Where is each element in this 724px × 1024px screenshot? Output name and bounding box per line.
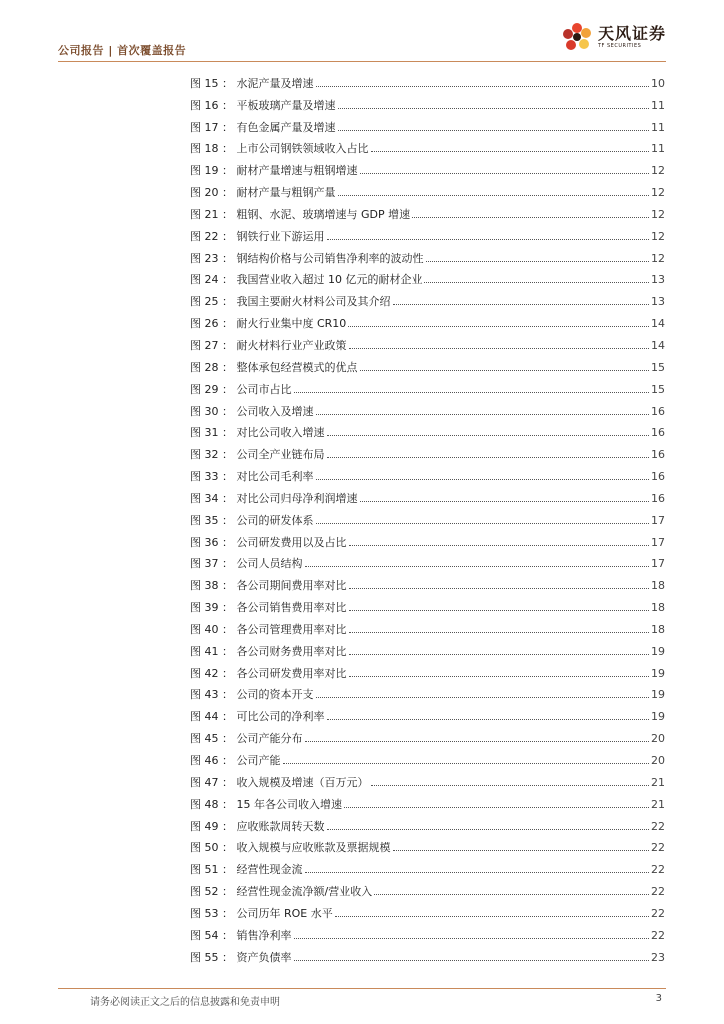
- toc-entry-page: 17: [651, 513, 665, 527]
- toc-leader-dots: [349, 347, 650, 349]
- company-logo: [560, 20, 666, 54]
- toc-entry[interactable]: [190, 374, 665, 396]
- toc-entry[interactable]: [190, 112, 665, 134]
- toc-entry-page: 11: [651, 98, 665, 112]
- toc-leader-dots: [338, 107, 650, 109]
- toc-entry[interactable]: [190, 898, 665, 920]
- toc-entry-title: 图 31 ： 对比公司收入增速: [190, 426, 325, 440]
- toc-entry-page: 17: [651, 557, 665, 571]
- toc-entry-title: 图 52 ： 经营性现金流净额/营业收入: [190, 885, 373, 899]
- toc-entry-title: 图 43 ： 公司的资本开支: [190, 688, 314, 702]
- toc-entry-title: 图 38 ： 各公司期间费用率对比: [190, 579, 347, 593]
- toc-leader-dots: [327, 828, 650, 830]
- toc-entry-title: 图 40 ： 各公司管理费用率对比: [190, 622, 347, 636]
- toc-entry-page: 12: [651, 164, 665, 178]
- toc-entry-page: 19: [651, 688, 665, 702]
- toc-entry-title: 图 49 ： 应收账款周转天数: [190, 819, 325, 833]
- toc-entry-page: 15: [651, 360, 665, 374]
- toc-entry-page: 19: [651, 666, 665, 680]
- toc-leader-dots: [393, 849, 650, 851]
- toc-entry[interactable]: [190, 701, 665, 723]
- toc-entry[interactable]: [190, 527, 665, 549]
- toc-entry[interactable]: [190, 680, 665, 702]
- toc-entry[interactable]: [190, 505, 665, 527]
- toc-entry-title: 图 39 ： 各公司销售费用率对比: [190, 601, 347, 615]
- toc-entry-title: 图 25 ： 我国主要耐火材料公司及其介绍: [190, 295, 391, 309]
- toc-entry-title: 图 37 ： 公司人员结构: [190, 557, 303, 571]
- toc-entry-page: 20: [651, 754, 665, 767]
- toc-entry-page: 12: [651, 186, 665, 200]
- logo-chinese-name: 天风证券: [597, 23, 666, 43]
- toc-entry[interactable]: [190, 265, 665, 287]
- toc-entry-title: 图 24 ： 我国营业收入超过 10 亿元的耐材企业: [190, 273, 423, 287]
- toc-leader-dots: [374, 893, 649, 895]
- toc-leader-dots: [305, 740, 650, 742]
- toc-leader-dots: [305, 871, 650, 873]
- toc-entry-title: 图 48 ： 15 年各公司收入增速: [190, 797, 342, 811]
- toc-leader-dots: [426, 260, 650, 262]
- toc-entry-title: 图 50 ： 收入规模与应收账款及票据规模: [190, 841, 391, 855]
- toc-entry[interactable]: [190, 723, 665, 745]
- toc-entry-title: 图 46 ： 公司产能: [190, 754, 281, 767]
- toc-entry[interactable]: [190, 90, 665, 112]
- toc-leader-dots: [371, 784, 650, 786]
- toc-entry[interactable]: [190, 942, 665, 964]
- toc-leader-dots: [349, 587, 650, 589]
- toc-entry-page: 18: [651, 622, 665, 636]
- toc-entry-title: 图 27 ： 耐火材料行业产业政策: [190, 338, 347, 352]
- toc-leader-dots: [424, 281, 649, 283]
- toc-entry[interactable]: [190, 199, 665, 221]
- toc-leader-dots: [335, 915, 649, 917]
- toc-entry[interactable]: [190, 876, 665, 898]
- toc-leader-dots: [338, 194, 650, 196]
- toc-entry-page: 14: [651, 338, 665, 352]
- toc-entry[interactable]: [190, 658, 665, 680]
- toc-leader-dots: [316, 522, 650, 524]
- toc-entry[interactable]: [190, 439, 665, 461]
- toc-entry-page: 16: [651, 448, 665, 462]
- toc-entry-title: 图 42 ： 各公司研发费用率对比: [190, 666, 347, 680]
- toc-entry-page: 18: [651, 579, 665, 593]
- toc-entry-page: 13: [651, 295, 665, 309]
- toc-entry-title: 图 19 ： 耐材产量增速与粗钢增速: [190, 164, 358, 178]
- toc-leader-dots: [338, 129, 650, 131]
- toc-entry-page: 21: [651, 797, 665, 811]
- toc-entry-title: 图 17 ： 有色金属产量及增速: [190, 120, 336, 134]
- toc-entry[interactable]: [190, 330, 665, 352]
- toc-entry-page: 12: [651, 207, 665, 221]
- toc-entry[interactable]: [190, 483, 665, 505]
- toc-entry-page: 16: [651, 491, 665, 505]
- logo-english-name: TF SECURITIES: [597, 42, 642, 49]
- figure-list: [190, 68, 665, 964]
- flower-logo-icon: [560, 20, 594, 54]
- toc-entry-title: 图 30 ： 公司收入及增速: [190, 404, 314, 418]
- toc-entry[interactable]: [190, 570, 665, 592]
- header-divider: [58, 61, 666, 62]
- toc-entry-title: 图 21 ： 粗钢、水泥、玻璃增速与 GDP 增速: [190, 207, 411, 221]
- toc-leader-dots: [348, 325, 649, 327]
- toc-leader-dots: [349, 631, 650, 633]
- toc-entry-page: 22: [651, 863, 665, 877]
- toc-entry[interactable]: [190, 636, 665, 658]
- toc-entry-title: 图 20 ： 耐材产量与粗钢产量: [190, 186, 336, 200]
- toc-entry-title: 图 16 ： 平板玻璃产量及增速: [190, 98, 336, 112]
- toc-leader-dots: [294, 959, 650, 961]
- toc-entry-title: 图 15 ： 水泥产量及增速: [190, 76, 314, 90]
- toc-leader-dots: [349, 544, 650, 546]
- toc-entry-page: 22: [651, 885, 665, 899]
- toc-entry-page: 16: [651, 426, 665, 440]
- toc-entry[interactable]: [190, 396, 665, 418]
- toc-leader-dots: [360, 369, 650, 371]
- toc-entry-page: 10: [651, 76, 665, 90]
- toc-entry-page: 20: [651, 732, 665, 746]
- toc-entry-page: 19: [651, 710, 665, 724]
- toc-entry[interactable]: [190, 920, 665, 942]
- toc-entry[interactable]: [190, 745, 665, 767]
- toc-entry-title: 图 32 ： 公司全产业链布局: [190, 448, 325, 462]
- report-type-label: 公司报告 | 首次覆盖报告: [58, 44, 187, 57]
- toc-leader-dots: [349, 653, 650, 655]
- toc-leader-dots: [327, 718, 650, 720]
- toc-entry[interactable]: [190, 767, 665, 789]
- toc-entry[interactable]: [190, 243, 665, 265]
- toc-entry-page: 22: [651, 906, 665, 920]
- toc-leader-dots: [305, 565, 650, 567]
- toc-leader-dots: [316, 85, 650, 87]
- toc-entry-page: 16: [651, 404, 665, 418]
- toc-entry-page: 17: [651, 535, 665, 549]
- toc-entry[interactable]: [190, 811, 665, 833]
- toc-leader-dots: [327, 238, 650, 240]
- toc-entry-page: 14: [651, 317, 665, 331]
- toc-leader-dots: [294, 391, 650, 393]
- toc-entry[interactable]: [190, 177, 665, 199]
- toc-entry[interactable]: [190, 833, 665, 855]
- toc-entry-title: 图 29 ： 公司市占比: [190, 382, 292, 396]
- toc-entry-title: 图 22 ： 钢铁行业下游运用: [190, 229, 325, 243]
- toc-entry-page: 13: [651, 273, 665, 287]
- toc-entry-page: 12: [651, 229, 665, 243]
- toc-entry-title: 图 45 ： 公司产能分布: [190, 732, 303, 746]
- toc-entry-title: 图 36 ： 公司研发费用以及占比: [190, 535, 347, 549]
- toc-entry[interactable]: [190, 854, 665, 876]
- toc-entry[interactable]: [190, 461, 665, 483]
- toc-entry-page: 23: [651, 950, 665, 964]
- toc-entry-page: 15: [651, 382, 665, 396]
- toc-entry[interactable]: [190, 418, 665, 440]
- toc-entry[interactable]: [190, 308, 665, 330]
- toc-leader-dots: [349, 675, 650, 677]
- toc-leader-dots: [316, 413, 650, 415]
- toc-entry-page: 22: [651, 841, 665, 855]
- page-number: 3: [655, 993, 662, 1004]
- toc-entry-title: 图 47 ： 收入规模及增速（百万元）: [190, 775, 369, 789]
- toc-entry-title: 图 33 ： 对比公司毛利率: [190, 470, 314, 484]
- toc-leader-dots: [393, 303, 650, 305]
- toc-entry[interactable]: [190, 134, 665, 156]
- toc-entry[interactable]: [190, 789, 665, 811]
- toc-entry[interactable]: [190, 614, 665, 636]
- toc-entry[interactable]: [190, 221, 665, 243]
- toc-leader-dots: [371, 150, 650, 152]
- toc-entry-page: 18: [651, 601, 665, 615]
- toc-entry[interactable]: [190, 549, 665, 571]
- toc-leader-dots: [349, 609, 650, 611]
- toc-leader-dots: [327, 434, 650, 436]
- toc-leader-dots: [360, 172, 650, 174]
- toc-entry-page: 19: [651, 644, 665, 658]
- toc-entry-title: 图 55 ： 资产负债率: [190, 950, 292, 964]
- toc-leader-dots: [360, 500, 650, 502]
- toc-entry-page: 22: [651, 819, 665, 833]
- toc-entry-title: 图 53 ： 公司历年 ROE 水平: [190, 906, 333, 920]
- toc-leader-dots: [344, 806, 649, 808]
- toc-leader-dots: [283, 762, 650, 764]
- toc-entry-page: 11: [651, 142, 665, 156]
- footer-divider: [58, 988, 666, 989]
- toc-entry-title: 图 41 ： 各公司财务费用率对比: [190, 644, 347, 658]
- toc-entry-page: 12: [651, 251, 665, 265]
- toc-leader-dots: [316, 696, 650, 698]
- toc-entry[interactable]: [190, 68, 665, 90]
- toc-entry-title: 图 18 ： 上市公司钢铁领域收入占比: [190, 142, 369, 156]
- toc-leader-dots: [316, 478, 650, 480]
- toc-entry-page: 22: [651, 928, 665, 942]
- disclaimer-note: 请务必阅读正文之后的信息披露和免责申明: [90, 997, 280, 1008]
- toc-entry-page: 21: [651, 775, 665, 789]
- toc-entry-page: 11: [651, 120, 665, 134]
- toc-entry-title: 图 23 ： 钢结构价格与公司销售净利率的波动性: [190, 251, 424, 265]
- toc-entry[interactable]: [190, 592, 665, 614]
- toc-entry-title: 图 34 ： 对比公司归母净利润增速: [190, 491, 358, 505]
- toc-entry-title: 图 26 ： 耐火行业集中度 CR10: [190, 317, 347, 331]
- toc-leader-dots: [327, 456, 650, 458]
- toc-entry[interactable]: [190, 155, 665, 177]
- toc-entry-title: 图 51 ： 经营性现金流: [190, 863, 303, 877]
- toc-entry[interactable]: [190, 352, 665, 374]
- toc-entry[interactable]: [190, 286, 665, 308]
- toc-entry-title: 图 35 ： 公司的研发体系: [190, 513, 314, 527]
- toc-leader-dots: [412, 216, 649, 218]
- toc-entry-title: 图 28 ： 整体承包经营模式的优点: [190, 360, 358, 374]
- toc-entry-page: 16: [651, 470, 665, 484]
- toc-entry-title: 图 44 ： 可比公司的净利率: [190, 710, 325, 724]
- toc-leader-dots: [294, 937, 650, 939]
- toc-entry-title: 图 54 ： 销售净利率: [190, 928, 292, 942]
